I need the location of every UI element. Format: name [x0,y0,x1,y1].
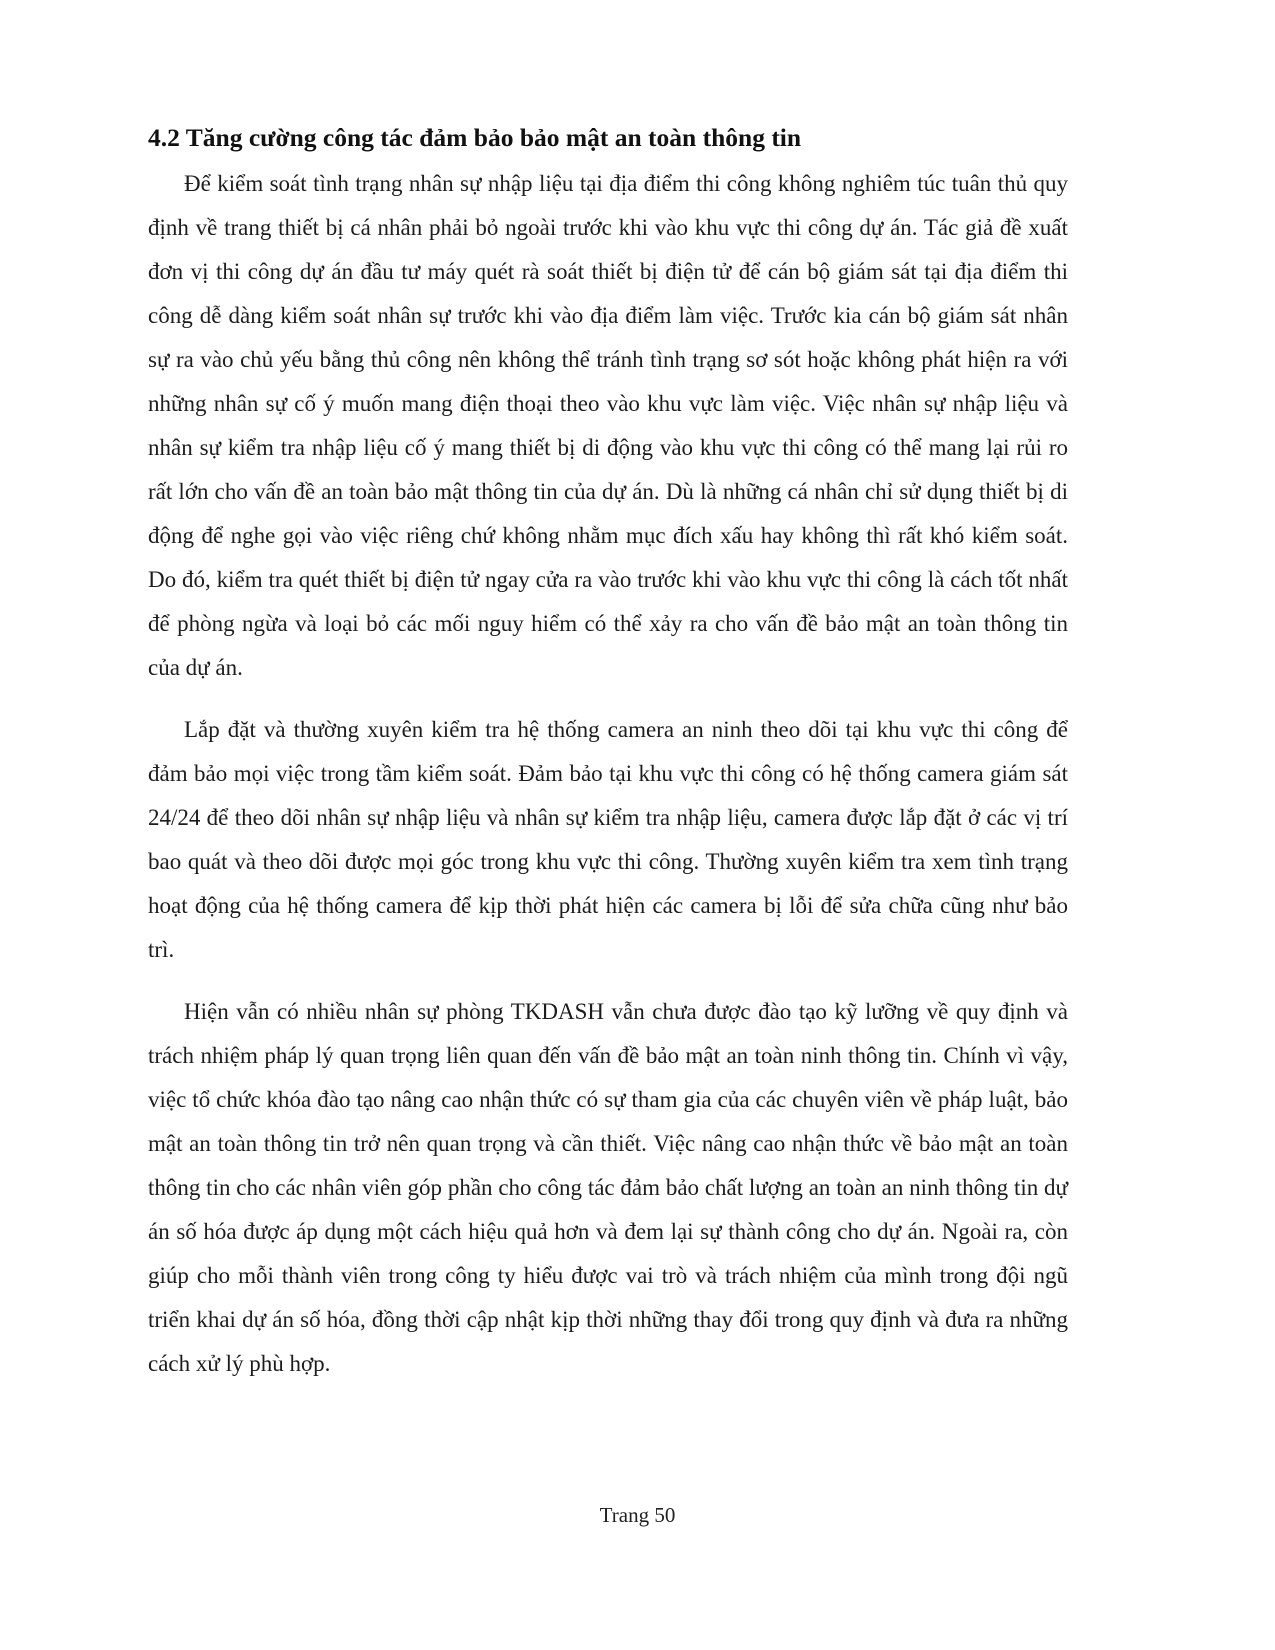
paragraph-device-scanning: Để kiểm soát tình trạng nhân sự nhập liệu tại địa điểm thi công không nghiêm túc tuân thủ quy định về trang thiết bị cá nhân phải bỏ ngoài trước khi vào khu vực thi công dự án. Tác giả đề xuất đơn vị thi công dự án đầu tư máy quét rà soát thiết bị điện tử để cán bộ giám sát tại địa điểm thi công dễ dàng kiểm soát nhân sự trước khi vào địa điểm làm việc. Trước kia cán bộ giám sát nhân sự ra vào chủ yếu bằng thủ công nên không thể tránh tình trạng sơ sót hoặc không phát hiện ra với những nhân sự cố ý muốn mang điện thoại theo vào khu vực làm việc. Việc nhân sự nhập liệu và nhân sự kiểm tra nhập liệu cố ý mang thiết bị di động vào khu vực thi công có thể mang lại rủi ro rất lớn cho vấn đề an toàn bảo mật thông tin của dự án. Dù là những cá nhân chỉ sử dụng thiết bị di động để nghe gọi vào việc riêng chứ không nhằm mục đích xấu hay không thì rất khó kiểm soát. Do đó, kiểm tra quét thiết bị điện tử ngay cửa ra vào trước khi vào khu vực thi công là cách tốt nhất để phòng ngừa và loại bỏ các mối nguy hiểm có thể xảy ra cho vấn đề bảo mật an toàn thông tin của dự án. [148,171,1068,680]
section-heading: 4.2 Tăng cường công tác đảm bảo bảo mật an toàn thông tin [148,123,802,152]
paragraph-camera-monitoring: Lắp đặt và thường xuyên kiểm tra hệ thống camera an ninh theo dõi tại khu vực thi công để đảm bảo mọi việc trong tầm kiểm soát. Đảm bảo tại khu vực thi công có hệ thống camera giám sát 24/24 để theo dõi nhân sự nhập liệu và nhân sự kiểm tra nhập liệu, camera được lắp đặt ở các vị trí bao quát và theo dõi được mọi góc trong khu vực thi công. Thường xuyên kiểm tra xem tình trạng hoạt động của hệ thống camera để kịp thời phát hiện các camera bị lỗi để sửa chữa cũng như bảo trì. [148,717,1068,962]
paragraph-staff-training: Hiện vẫn có nhiều nhân sự phòng TKDASH vẫn chưa được đào tạo kỹ lưỡng về quy định và trách nhiệm pháp lý quan trọng liên quan đến vấn đề bảo mật an toàn ninh thông tin. Chính vì vậy, việc tổ chức khóa đào tạo nâng cao nhận thức có sự tham gia của các chuyên viên về pháp luật, bảo mật an toàn thông tin trở nên quan trọng và cần thiết. Việc nâng cao nhận thức về bảo mật an toàn thông tin cho các nhân viên góp phần cho công tác đảm bảo chất lượng an toàn an ninh thông tin dự án số hóa được áp dụng một cách hiệu quả hơn và đem lại sự thành công cho dự án. Ngoài ra, còn giúp cho mỗi thành viên trong công ty hiểu được vai trò và trách nhiệm của mình trong đội ngũ triển khai dự án số hóa, đồng thời cập nhật kịp thời những thay đổi trong quy định và đưa ra những cách xử lý phù hợp. [148,999,1068,1376]
document-page [148,120,1068,1404]
page-number: Trang 50 [599,1503,676,1527]
